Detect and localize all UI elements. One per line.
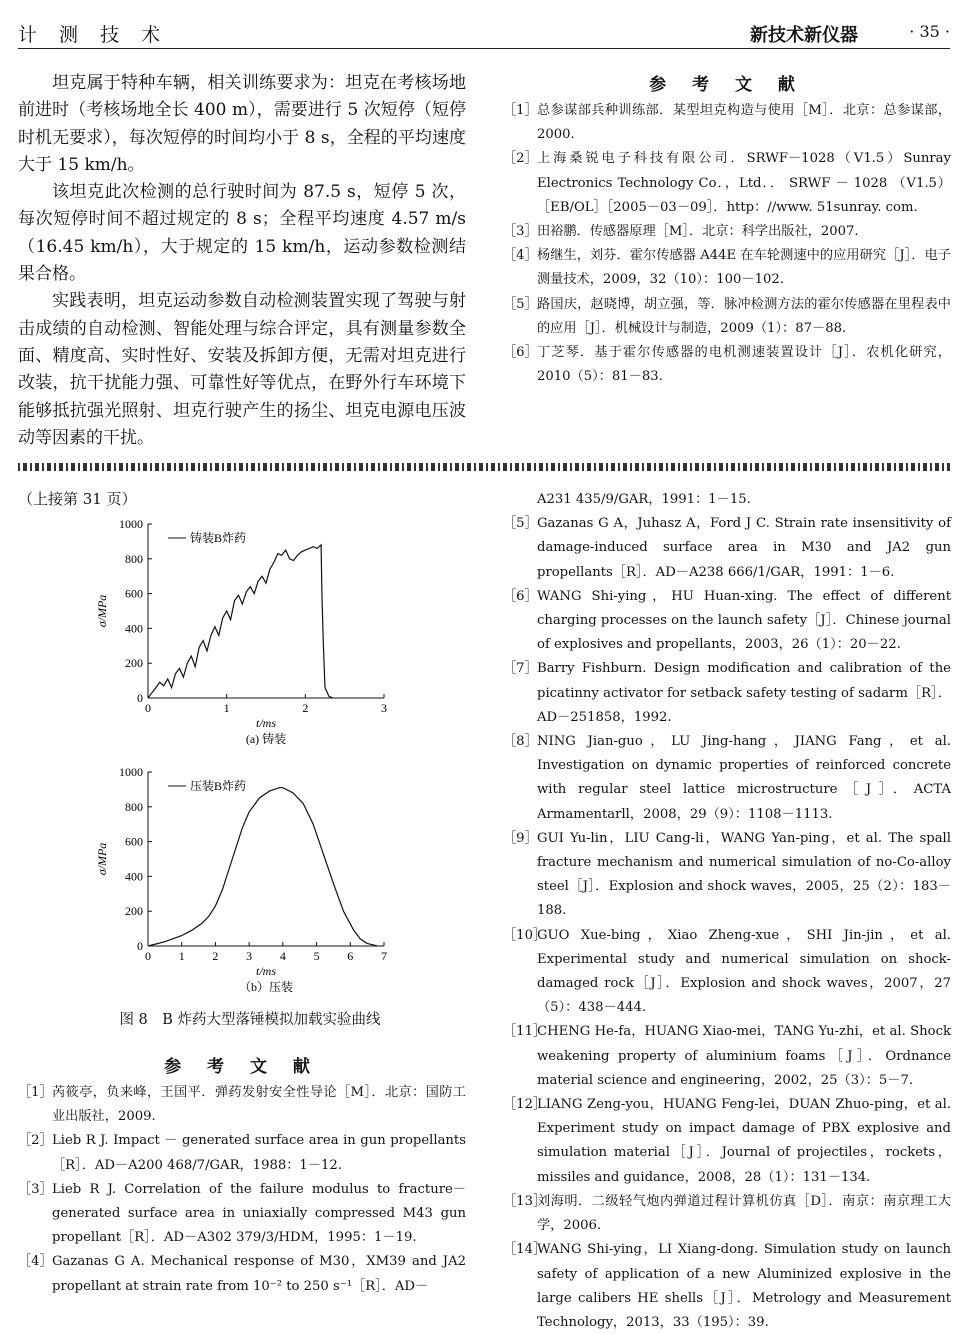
reference-list xyxy=(503,512,951,1335)
reference-number: ［3］ xyxy=(18,1181,53,1197)
journal-name: 计 测 技 术 xyxy=(18,24,169,46)
reference-number: ［7］ xyxy=(503,661,538,677)
series-line xyxy=(148,788,377,946)
reference-number: ［8］ xyxy=(503,734,538,750)
reference-text: Barry Fishburn. Design modification and calibration of the picatinny activator for setback safety testing of sadarm［R］．AD－251858，1992. xyxy=(537,661,951,725)
reference-text: WANG Shi-ying，HU Huan-xing. The effect of different charging processes on the launch safety［J］．Chinese journal of explosives and propellants，2003，26（1）：20－22. xyxy=(537,588,951,653)
continued-label: （上接第 31 页） xyxy=(18,490,137,508)
reference-text: CHENG He-fa，HUANG Xiao-mei，TANG Yu-zhi，et al. Shock weakening property of aluminium foams［J］．Ordnance material science and engineering，2002，25（3）：5－7. xyxy=(537,1024,951,1088)
reference-number: ［4］ xyxy=(503,248,538,264)
reference-item xyxy=(18,1081,466,1129)
reference-item xyxy=(503,220,951,244)
reference-number: ［6］ xyxy=(503,588,538,604)
y-axis-label: σ/MPa xyxy=(95,842,109,876)
reference-number: ［12］ xyxy=(503,1097,547,1113)
references-title: 参 考 文 献 xyxy=(164,1057,320,1077)
page-header xyxy=(18,14,950,49)
reference-text: 上海桑锐电子科技有限公司．SRWF－1028（V1.5）Sunray Electronics Technology Co．，Ltd．． SRWF － 1028 （V1.5）［EB/OL］［2005－03－09］．http：//www. 51sunray. com. xyxy=(537,151,951,215)
page-number: · 35 · xyxy=(909,22,950,41)
x-tick-label: 0 xyxy=(145,949,151,963)
chart-pressed-svg xyxy=(80,760,400,1000)
reference-item xyxy=(18,1178,466,1251)
section-name: 新技术新仪器 xyxy=(750,25,858,46)
reference-list xyxy=(18,1081,466,1299)
reference-text: Lieb R J. Correlation of the failure modulus to fracture－generated surface area in uniaxially compressed M43 gun propellant［R］．AD－A302 379/3/HDM，1995：1－19. xyxy=(52,1181,466,1246)
reference-text: 田裕鹏．传感器原理［M］．北京：科学出版社，2007. xyxy=(537,224,859,240)
y-tick-label: 400 xyxy=(125,621,143,636)
reference-number: ［4］ xyxy=(18,1254,53,1270)
legend-label: 压装B炸药 xyxy=(190,779,247,793)
reference-item xyxy=(503,147,951,220)
reference-item xyxy=(503,244,951,292)
x-tick-label: 2 xyxy=(302,701,309,715)
reference-list xyxy=(503,99,951,389)
reference-text: GUO Xue-bing，Xiao Zheng-xue，SHI Jin-jin，et al. Experimental study and numerical simulation on shock-damaged rock［J］．Explosion and shock waves，2007，27（5）：438－444. xyxy=(537,927,951,1016)
y-tick-label: 200 xyxy=(125,656,143,671)
reference-item xyxy=(503,341,951,389)
y-axis-label: σ/MPa xyxy=(95,594,109,628)
x-tick-label: 1 xyxy=(223,701,230,715)
x-tick-label: 3 xyxy=(381,701,387,715)
section-divider xyxy=(18,463,950,471)
reference-number: ［13］ xyxy=(503,1193,547,1209)
x-axis-label: t/ms xyxy=(255,964,277,978)
references-top xyxy=(503,70,951,389)
reference-number: ［5］ xyxy=(503,296,538,312)
subfigure-caption: （b）压装 xyxy=(238,980,294,994)
reference-number: ［9］ xyxy=(503,830,538,846)
reference-continuation: A231 435/9/GAR，1991：1－15. xyxy=(537,492,751,507)
reference-item xyxy=(503,99,951,147)
reference-item xyxy=(503,730,951,827)
references-bottom-left xyxy=(18,1052,466,1299)
y-tick-label: 600 xyxy=(125,586,143,601)
legend-label: 铸装B炸药 xyxy=(190,531,247,545)
article-body xyxy=(18,70,466,452)
reference-number: ［2］ xyxy=(18,1133,53,1149)
reference-item xyxy=(503,657,951,730)
figure-caption: 图 8 B 炸药大型落锤模拟加载实验曲线 xyxy=(119,1012,381,1028)
reference-text: WANG Shi-ying，LI Xiang-dong. Simulation study on launch safety of application of a new Aluminized explosive in the large calibers HE shells［J］．Metrology and Measurement Technology，2013，33（195）：39. xyxy=(537,1242,951,1330)
y-tick-label: 0 xyxy=(137,691,143,705)
reference-text: 丁芝琴．基于霍尔传感器的电机测速装置设计［J］．农机化研究，2010（5）：81－83. xyxy=(537,345,951,385)
y-tick-label: 200 xyxy=(125,904,143,919)
chart-pressed xyxy=(80,760,400,1004)
reference-text: LIANG Zeng-you，HUANG Feng-lei，DUAN Zhuo-ping，et al. Experiment study on impact damage of PBX explosive and simulation material［J］．Journal of projectiles，rockets，missiles and guidance，2008，28（1）：131－134. xyxy=(537,1097,951,1185)
reference-item xyxy=(18,1129,466,1177)
reference-text: 杨继生，刘芬．霍尔传感器 A44E 在车轮测速中的应用研究［J］．电子测量技术，2009，32（10）：100－102. xyxy=(537,248,951,288)
reference-text: Gazanas G A，Juhasz A，Ford J C. Strain rate insensitivity of damage-induced surface area in M30 and JA2 gun propellants［R］．AD－A238 666/1/GAR，1991：1－6. xyxy=(537,516,951,580)
reference-item xyxy=(503,1238,951,1335)
reference-number: ［2］ xyxy=(503,151,538,167)
reference-text: 芮筱亭，负来峰，王国平．弹药发射安全性导论［M］．北京：国防工业出版社，2009. xyxy=(52,1085,466,1125)
y-tick-label: 1000 xyxy=(119,517,143,531)
x-axis-label: t/ms xyxy=(255,716,277,730)
reference-item xyxy=(503,1020,951,1093)
chart-cast xyxy=(80,512,400,756)
paragraph: 该坦克此次检测的总行驶时间为 87.5 s，短停 5 次，每次短停时间不超过规定的 8 s；全程平均速度 4.57 m/s（16.45 km/h），大于规定的 15 km/h，运动参数检测结果合格。 xyxy=(18,182,466,285)
references-bottom-right xyxy=(503,488,951,1335)
reference-number: ［3］ xyxy=(503,224,538,240)
reference-text: 刘海明．二级轻气炮内弹道过程计算机仿真［D］．南京：南京理工大学，2006. xyxy=(537,1193,951,1234)
reference-number: ［10］ xyxy=(503,927,547,943)
x-tick-label: 5 xyxy=(313,949,320,963)
y-tick-label: 800 xyxy=(125,799,143,814)
reference-text: 路国庆，赵晓博，胡立强，等．脉冲检测方法的霍尔传感器在里程表中的应用［J］．机械设计与制造，2009（1）：87－88. xyxy=(537,296,951,336)
reference-number: ［1］ xyxy=(503,103,538,118)
reference-item xyxy=(503,512,951,585)
reference-item xyxy=(503,1190,951,1238)
reference-text: Gazanas G A. Mechanical response of M30，XM39 and JA2 propellant at strain rate from 10⁻² to 250 s⁻¹［R］．AD－ xyxy=(52,1254,466,1294)
series-line xyxy=(148,545,333,698)
x-tick-label: 4 xyxy=(279,949,286,963)
x-tick-label: 0 xyxy=(145,701,151,715)
reference-item xyxy=(503,293,951,341)
reference-number: ［6］ xyxy=(503,345,538,361)
reference-text: Lieb R J. Impact － generated surface area in gun propellants［R］．AD－A200 468/7/GAR，1988：1－12. xyxy=(52,1133,466,1173)
x-tick-label: 6 xyxy=(347,949,354,963)
reference-text: NING Jian-guo，LU Jing-hang，JIANG Fang，et al. Investigation on dynamic properties of reinforced concrete with regular steel lattice microstructure［J］．ACTA Armamentarll，2008，29（9）：1108－1113. xyxy=(537,734,951,822)
reference-number: ［1］ xyxy=(18,1085,53,1100)
reference-text: GUI Yu-lin，LIU Cang-li，WANG Yan-ping，et al. The spall fracture mechanism and numerical simulation of no-Co-alloy steel［J］．Explosion and shock waves，2005，25（2）：183－188. xyxy=(537,830,951,919)
reference-number: ［11］ xyxy=(503,1024,547,1040)
reference-item xyxy=(503,1093,951,1190)
reference-text: 总参谋部兵种训练部．某型坦克构造与使用［M］．北京：总参谋部，2000. xyxy=(537,103,951,143)
y-tick-label: 0 xyxy=(137,939,143,953)
y-tick-label: 1000 xyxy=(119,765,143,779)
subfigure-caption: (a) 铸装 xyxy=(245,732,287,746)
paragraph: 坦克属于特种车辆，相关训练要求为：坦克在考核场地前进时（考核场地全长 400 m），需要进行 5 次短停（短停时机无要求），每次短停的时间均小于 8 s，全程的平均速度大于 15 km/h。 xyxy=(18,73,466,175)
reference-number: ［5］ xyxy=(503,516,538,532)
references-title: 参 考 文 献 xyxy=(649,75,805,95)
reference-number: ［14］ xyxy=(503,1242,547,1258)
chart-cast-svg xyxy=(80,512,400,752)
x-tick-label: 7 xyxy=(381,949,387,963)
paragraph: 实践表明，坦克运动参数自动检测装置实现了驾驶与射击成绩的自动检测、智能处理与综合评定，具有测量参数全面、精度高、实时性好、安装及拆卸方便，无需对坦克进行改装，抗干扰能力强、可靠性好等优点，在野外行车环境下能够抵抗强光照射、坦克行驶产生的扬尘、坦克电源电压波动等因素的干扰。 xyxy=(18,291,466,448)
x-tick-label: 3 xyxy=(246,949,253,963)
reference-item xyxy=(18,1250,466,1298)
y-tick-label: 800 xyxy=(125,551,143,566)
reference-item xyxy=(503,827,951,924)
reference-item xyxy=(503,924,951,1021)
y-tick-label: 400 xyxy=(125,869,143,884)
y-tick-label: 600 xyxy=(125,834,143,849)
reference-item xyxy=(503,585,951,658)
x-tick-label: 2 xyxy=(212,949,219,963)
x-tick-label: 1 xyxy=(178,949,185,963)
